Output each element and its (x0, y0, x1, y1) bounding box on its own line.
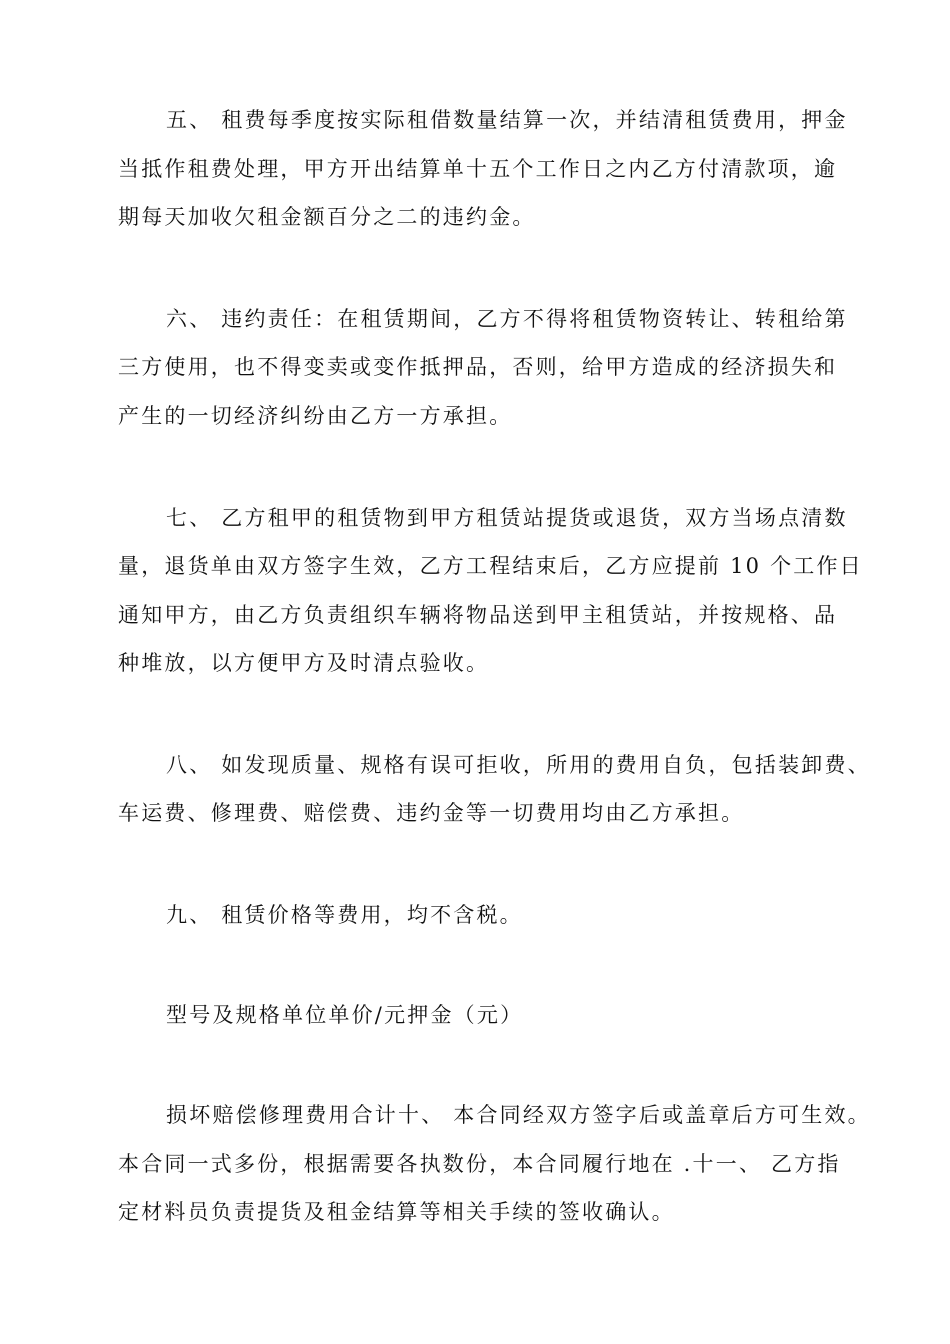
text-line: 七、 乙方租甲的租赁物到甲方租赁站提货或退货，双方当场点清数 (166, 506, 848, 530)
text-line: 期每天加收欠租金额百分之二的违约金。 (118, 205, 536, 229)
text-line: 当抵作租费处理，甲方开出结算单十五个工作日之内乙方付清款项，逾 (118, 157, 838, 181)
text-line: 通知甲方，由乙方负责组织车辆将物品送到甲主租赁站，并按规格、品 (118, 603, 838, 627)
text-line: 八、 如发现质量、规格有误可拒收，所用的费用自负，包括装卸费、 (166, 753, 871, 777)
text-line: 定材料员负责提货及租金结算等相关手续的签收确认。 (118, 1200, 675, 1224)
text-line: 种堆放，以方便甲方及时清点验收。 (118, 651, 490, 675)
text-line: 六、 违约责任：在租赁期间，乙方不得将租赁物资转让、转租给第 (166, 307, 848, 331)
text-line: 车运费、修理费、赔偿费、违约金等一切费用均由乙方承担。 (118, 801, 745, 825)
text-line: 本合同一式多份，根据需要各执数份，本合同履行地在 .十一、 乙方指 (118, 1152, 841, 1176)
text-line: 五、 租费每季度按实际租借数量结算一次，并结清租赁费用，押金 (166, 108, 848, 132)
text-line: 三方使用，也不得变卖或变作抵押品，否则，给甲方造成的经济损失和 (118, 355, 838, 379)
text-line: 九、 租赁价格等费用，均不含税。 (166, 903, 523, 927)
text-line: 损坏赔偿修理费用合计十、 本合同经双方签字后或盖章后方可生效。 (166, 1103, 871, 1127)
text-line: 量，退货单由双方签字生效，乙方工程结束后，乙方应提前 10 个工作日 (118, 554, 863, 578)
text-line: 产生的一切经济纠纷由乙方一方承担。 (118, 404, 513, 428)
text-line: 型号及规格单位单价/元押金（元） (166, 1003, 524, 1027)
